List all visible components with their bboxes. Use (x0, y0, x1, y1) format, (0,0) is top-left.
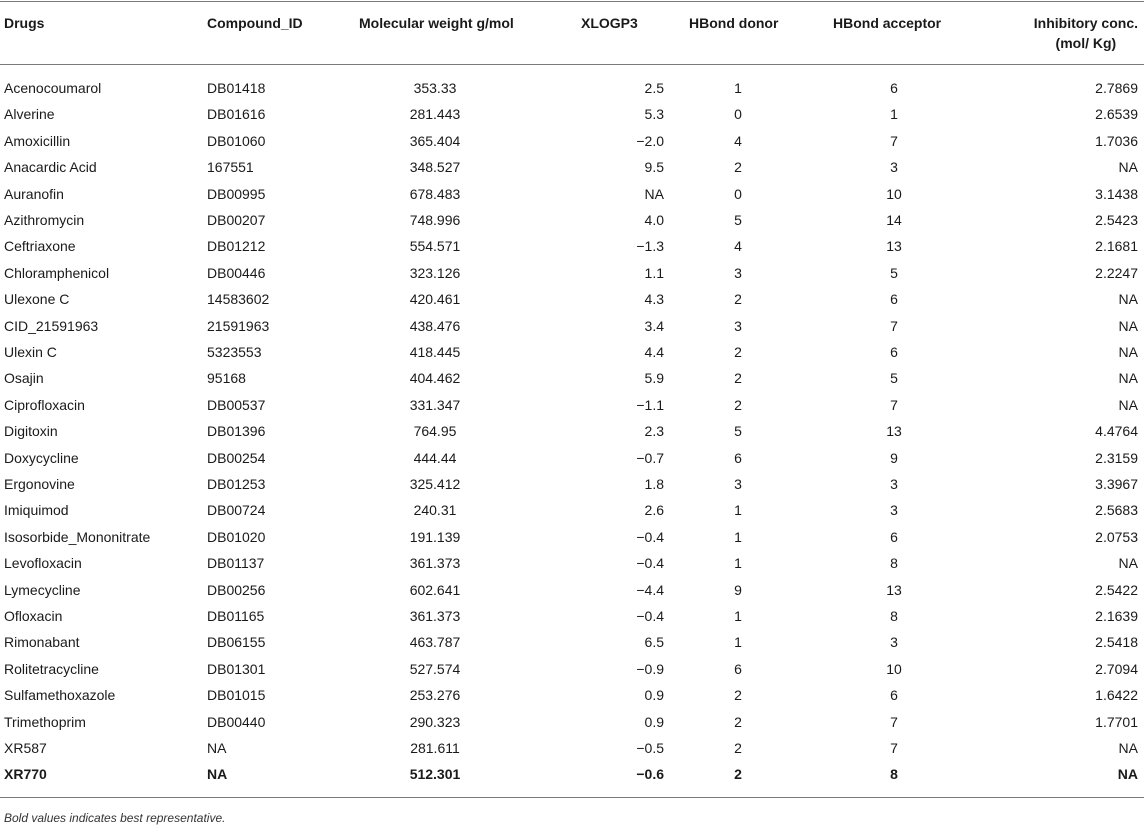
cell-xlogp3: 0.9 (644, 687, 664, 704)
cell-drug-name: Chloramphenicol (4, 264, 110, 281)
cell-compound-id: DB00995 (207, 185, 266, 202)
cell-compound-id: 167551 (207, 159, 254, 176)
cell-hbond-donor: 1 (734, 634, 742, 651)
cell-molecular-weight: 361.373 (409, 555, 461, 572)
cell-inhibitory-conc: 2.1639 (1095, 608, 1138, 624)
cell-molecular-weight: 404.462 (409, 370, 461, 387)
cell-xlogp3: −0.7 (636, 449, 664, 466)
cell-drug-name: Ceftriaxone (4, 238, 76, 255)
table-row (0, 524, 1144, 550)
cell-hbond-donor: 1 (734, 528, 742, 545)
cell-compound-id: NA (207, 766, 228, 783)
cell-xlogp3: −2.0 (636, 132, 664, 149)
cell-hbond-acceptor: 8 (890, 555, 898, 572)
cell-hbond-donor: 0 (734, 185, 742, 202)
cell-compound-id: DB00724 (207, 502, 266, 519)
cell-hbond-donor: 2 (734, 766, 742, 783)
cell-drug-name: Anacardic Acid (4, 159, 97, 176)
header-inhibitory-line1: Inhibitory conc. (1033, 15, 1138, 31)
table-row (0, 709, 1144, 735)
cell-inhibitory-conc: 2.6539 (1095, 106, 1138, 123)
cell-drug-name: Rolitetracycline (4, 660, 99, 677)
cell-hbond-acceptor: 14 (886, 212, 902, 228)
table-row (0, 75, 1144, 101)
table-row (0, 735, 1144, 761)
cell-hbond-acceptor: 13 (886, 423, 902, 440)
table-row (0, 497, 1144, 523)
cell-molecular-weight: 748.996 (409, 212, 461, 228)
cell-molecular-weight: 512.301 (409, 766, 461, 783)
cell-xlogp3: −0.5 (636, 740, 664, 756)
cell-xlogp3: 4.4 (644, 344, 664, 360)
cell-xlogp3: −0.6 (636, 766, 664, 783)
cell-hbond-acceptor: 5 (890, 370, 898, 387)
cell-drug-name: Isosorbide_Mononitrate (4, 528, 151, 545)
cell-xlogp3: 1.1 (644, 264, 664, 281)
table-row (0, 445, 1144, 471)
cell-inhibitory-conc: 1.6422 (1095, 687, 1138, 704)
cell-drug-name: Levofloxacin (4, 555, 82, 572)
cell-compound-id: DB00537 (207, 396, 266, 413)
cell-hbond-acceptor: 8 (890, 608, 898, 624)
cell-hbond-donor: 2 (734, 396, 742, 413)
cell-inhibitory-conc: 4.4764 (1095, 423, 1138, 440)
cell-compound-id: DB01253 (207, 476, 266, 492)
cell-inhibitory-conc: NA (1118, 159, 1138, 176)
bottom-rule (0, 797, 1144, 798)
cell-inhibitory-conc: NA (1118, 317, 1138, 334)
cell-hbond-donor: 1 (734, 80, 742, 96)
table-row (0, 656, 1144, 682)
cell-hbond-acceptor: 7 (890, 396, 898, 413)
cell-drug-name: Auranofin (4, 185, 64, 202)
cell-compound-id: DB01015 (207, 687, 266, 704)
table-row (0, 101, 1144, 127)
cell-inhibitory-conc: 2.5422 (1095, 581, 1138, 598)
cell-hbond-acceptor: 7 (890, 132, 898, 149)
cell-drug-name: Sulfamethoxazole (4, 687, 116, 704)
cell-xlogp3: 5.9 (644, 370, 664, 387)
cell-compound-id: DB01418 (207, 80, 266, 96)
cell-hbond-acceptor: 6 (890, 687, 898, 704)
cell-molecular-weight: 444.44 (413, 449, 457, 466)
cell-hbond-donor: 4 (734, 238, 742, 255)
cell-xlogp3: 4.3 (644, 291, 664, 308)
cell-compound-id: 21591963 (207, 317, 270, 334)
cell-hbond-acceptor: 6 (890, 528, 898, 545)
cell-xlogp3: −0.4 (636, 608, 664, 624)
cell-compound-id: 14583602 (207, 291, 270, 308)
header-inhibitory-line2: (mol/ Kg) (1055, 35, 1117, 51)
cell-hbond-donor: 5 (734, 212, 742, 228)
cell-molecular-weight: 438.476 (409, 317, 461, 334)
cell-hbond-donor: 9 (734, 581, 742, 598)
cell-drug-name: Lymecycline (4, 581, 81, 598)
table-row (0, 629, 1144, 655)
cell-molecular-weight: 554.571 (409, 238, 461, 255)
cell-inhibitory-conc: NA (1118, 555, 1138, 572)
cell-xlogp3: −1.3 (636, 238, 664, 255)
cell-molecular-weight: 240.31 (413, 502, 457, 519)
cell-inhibitory-conc: NA (1118, 740, 1138, 756)
cell-molecular-weight: 281.611 (410, 740, 460, 756)
cell-drug-name: CID_21591963 (4, 317, 99, 334)
cell-molecular-weight: 353.33 (413, 80, 457, 96)
cell-drug-name: XR770 (4, 766, 47, 783)
cell-inhibitory-conc: 2.2247 (1095, 264, 1138, 281)
cell-inhibitory-conc: 3.3967 (1095, 476, 1138, 492)
cell-molecular-weight: 678.483 (409, 185, 461, 202)
cell-hbond-acceptor: 13 (886, 238, 902, 255)
table-row (0, 603, 1144, 629)
cell-hbond-acceptor: 13 (886, 581, 902, 598)
header-rule (0, 64, 1144, 65)
cell-hbond-donor: 1 (734, 502, 742, 519)
cell-molecular-weight: 764.95 (413, 423, 457, 440)
cell-hbond-donor: 3 (734, 317, 742, 334)
top-rule (0, 1, 1144, 2)
cell-hbond-donor: 6 (734, 660, 742, 677)
cell-hbond-acceptor: 8 (890, 766, 898, 783)
table-footnote: Bold values indicates best representative. (4, 811, 226, 825)
cell-drug-name: Rimonabant (4, 634, 80, 651)
cell-drug-name: Ofloxacin (4, 608, 63, 624)
cell-inhibitory-conc: NA (1117, 766, 1138, 783)
cell-molecular-weight: 361.373 (409, 608, 461, 624)
cell-compound-id: DB00254 (207, 449, 266, 466)
cell-hbond-donor: 3 (734, 476, 742, 492)
cell-hbond-donor: 2 (734, 159, 742, 176)
header-molecular-weight: Molecular weight g/mol (359, 15, 514, 31)
cell-compound-id: NA (207, 740, 227, 756)
cell-drug-name: Ciprofloxacin (4, 396, 85, 413)
cell-hbond-acceptor: 10 (886, 185, 902, 202)
cell-hbond-acceptor: 7 (890, 740, 898, 756)
cell-compound-id: DB00207 (207, 212, 266, 228)
cell-molecular-weight: 253.276 (409, 687, 461, 704)
cell-hbond-acceptor: 3 (890, 476, 898, 492)
cell-molecular-weight: 420.461 (409, 291, 461, 308)
cell-molecular-weight: 290.323 (409, 713, 461, 730)
cell-hbond-acceptor: 5 (890, 264, 898, 281)
cell-hbond-donor: 2 (734, 740, 742, 756)
cell-xlogp3: 3.4 (644, 317, 664, 334)
cell-molecular-weight: 281.443 (409, 106, 461, 123)
cell-hbond-donor: 1 (734, 608, 742, 624)
cell-hbond-acceptor: 6 (890, 291, 898, 308)
cell-xlogp3: 6.5 (644, 634, 664, 651)
header-xlogp3: XLOGP3 (581, 15, 638, 31)
cell-inhibitory-conc: 3.1438 (1095, 185, 1138, 202)
cell-compound-id: DB01616 (207, 106, 266, 123)
table-row (0, 313, 1144, 339)
cell-drug-name: Acenocoumarol (4, 80, 102, 96)
table-row (0, 365, 1144, 391)
cell-drug-name: Azithromycin (4, 212, 85, 228)
cell-xlogp3: −0.9 (636, 660, 664, 677)
cell-molecular-weight: 527.574 (409, 660, 461, 677)
cell-drug-name: Ulexin C (4, 344, 57, 360)
cell-hbond-donor: 4 (734, 132, 742, 149)
cell-xlogp3: −0.4 (636, 555, 664, 572)
header-compound-id: Compound_ID (207, 15, 303, 31)
cell-inhibitory-conc: NA (1118, 370, 1138, 387)
header-hbond-acceptor: HBond acceptor (833, 15, 942, 31)
cell-hbond-acceptor: 7 (890, 713, 898, 730)
cell-molecular-weight: 463.787 (409, 634, 461, 651)
cell-inhibitory-conc: 2.5418 (1095, 634, 1138, 651)
cell-compound-id: 5323553 (207, 344, 262, 360)
cell-xlogp3: −0.4 (636, 528, 664, 545)
cell-inhibitory-conc: 2.3159 (1095, 449, 1138, 466)
cell-inhibitory-conc: NA (1118, 344, 1138, 360)
cell-hbond-donor: 2 (734, 687, 742, 704)
cell-molecular-weight: 323.126 (409, 264, 461, 281)
table-row (0, 181, 1144, 207)
cell-xlogp3: 0.9 (644, 713, 664, 730)
cell-molecular-weight: 348.527 (409, 159, 461, 176)
table-row (0, 339, 1144, 365)
cell-molecular-weight: 325.412 (409, 476, 461, 492)
cell-hbond-donor: 1 (734, 555, 742, 572)
cell-compound-id: DB00256 (207, 581, 266, 598)
cell-drug-name: Amoxicillin (4, 132, 71, 149)
cell-drug-name: Imiquimod (4, 502, 69, 519)
table-row (0, 682, 1144, 708)
cell-xlogp3: 2.3 (644, 423, 664, 440)
cell-compound-id: DB01301 (207, 660, 266, 677)
table-row (0, 233, 1144, 259)
table-row (0, 418, 1144, 444)
cell-drug-name: Ergonovine (4, 476, 75, 492)
table-row (0, 154, 1144, 180)
cell-compound-id: DB01396 (207, 423, 266, 440)
cell-inhibitory-conc: NA (1118, 291, 1138, 308)
cell-drug-name: Osajin (4, 370, 44, 387)
cell-compound-id: 95168 (207, 370, 246, 387)
cell-hbond-donor: 2 (734, 370, 742, 387)
cell-compound-id: DB06155 (207, 634, 266, 651)
cell-compound-id: DB00446 (207, 264, 266, 281)
cell-inhibitory-conc: NA (1118, 396, 1138, 413)
cell-drug-name: Digitoxin (4, 423, 58, 440)
header-inhibitory-conc (1034, 13, 1138, 53)
cell-xlogp3: 9.5 (644, 159, 664, 176)
header-hbond-donor: HBond donor (689, 15, 779, 31)
cell-hbond-donor: 2 (734, 291, 742, 308)
table-row (0, 207, 1144, 233)
cell-inhibitory-conc: 1.7036 (1095, 132, 1138, 149)
table-row (0, 550, 1144, 576)
cell-xlogp3: 1.8 (644, 476, 664, 492)
cell-hbond-acceptor: 9 (890, 449, 898, 466)
table-row (0, 392, 1144, 418)
cell-molecular-weight: 365.404 (409, 132, 461, 149)
cell-hbond-donor: 6 (734, 449, 742, 466)
cell-molecular-weight: 602.641 (409, 581, 461, 598)
cell-hbond-acceptor: 3 (890, 634, 898, 651)
cell-compound-id: DB01060 (207, 132, 266, 149)
cell-inhibitory-conc: 2.7869 (1095, 80, 1138, 96)
cell-hbond-donor: 2 (734, 713, 742, 730)
cell-drug-name: Ulexone C (4, 291, 70, 308)
cell-hbond-donor: 5 (734, 423, 742, 440)
cell-xlogp3: 2.6 (644, 502, 664, 519)
cell-drug-name: Alverine (4, 106, 55, 123)
table-row (0, 577, 1144, 603)
cell-hbond-acceptor: 6 (890, 80, 898, 96)
cell-hbond-acceptor: 7 (890, 317, 898, 334)
table-row (0, 260, 1144, 286)
cell-hbond-acceptor: 1 (890, 106, 898, 123)
cell-xlogp3: 5.3 (644, 106, 664, 123)
cell-xlogp3: 2.5 (644, 80, 664, 96)
table-row (0, 286, 1144, 312)
cell-inhibitory-conc: 2.5683 (1095, 502, 1138, 519)
cell-inhibitory-conc: 2.7094 (1095, 660, 1138, 677)
cell-hbond-donor: 0 (734, 106, 742, 123)
header-drugs: Drugs (4, 15, 45, 31)
table-row (0, 471, 1144, 497)
cell-xlogp3: NA (644, 185, 664, 202)
cell-xlogp3: −4.4 (636, 581, 664, 598)
cell-hbond-donor: 2 (734, 344, 742, 360)
cell-molecular-weight: 418.445 (409, 344, 461, 360)
cell-inhibitory-conc: 1.7701 (1095, 713, 1138, 730)
cell-compound-id: DB01137 (207, 555, 265, 572)
cell-hbond-acceptor: 3 (890, 159, 898, 176)
cell-hbond-acceptor: 6 (890, 344, 898, 360)
cell-molecular-weight: 191.139 (409, 528, 461, 545)
cell-compound-id: DB00440 (207, 713, 266, 730)
cell-inhibitory-conc: 2.0753 (1095, 528, 1138, 545)
cell-compound-id: DB01020 (207, 528, 266, 545)
cell-hbond-acceptor: 3 (890, 502, 898, 519)
table-row (0, 761, 1144, 787)
cell-drug-name: Trimethoprim (4, 713, 86, 730)
cell-inhibitory-conc: 2.1681 (1095, 238, 1138, 255)
cell-drug-name: XR587 (4, 740, 47, 756)
cell-xlogp3: 4.0 (644, 212, 664, 228)
cell-molecular-weight: 331.347 (409, 396, 461, 413)
cell-compound-id: DB01165 (207, 608, 265, 624)
cell-compound-id: DB01212 (207, 238, 266, 255)
cell-drug-name: Doxycycline (4, 449, 79, 466)
cell-hbond-acceptor: 10 (886, 660, 902, 677)
table-row (0, 128, 1144, 154)
cell-inhibitory-conc: 2.5423 (1095, 212, 1138, 228)
cell-xlogp3: −1.1 (636, 396, 664, 413)
cell-hbond-donor: 3 (734, 264, 742, 281)
